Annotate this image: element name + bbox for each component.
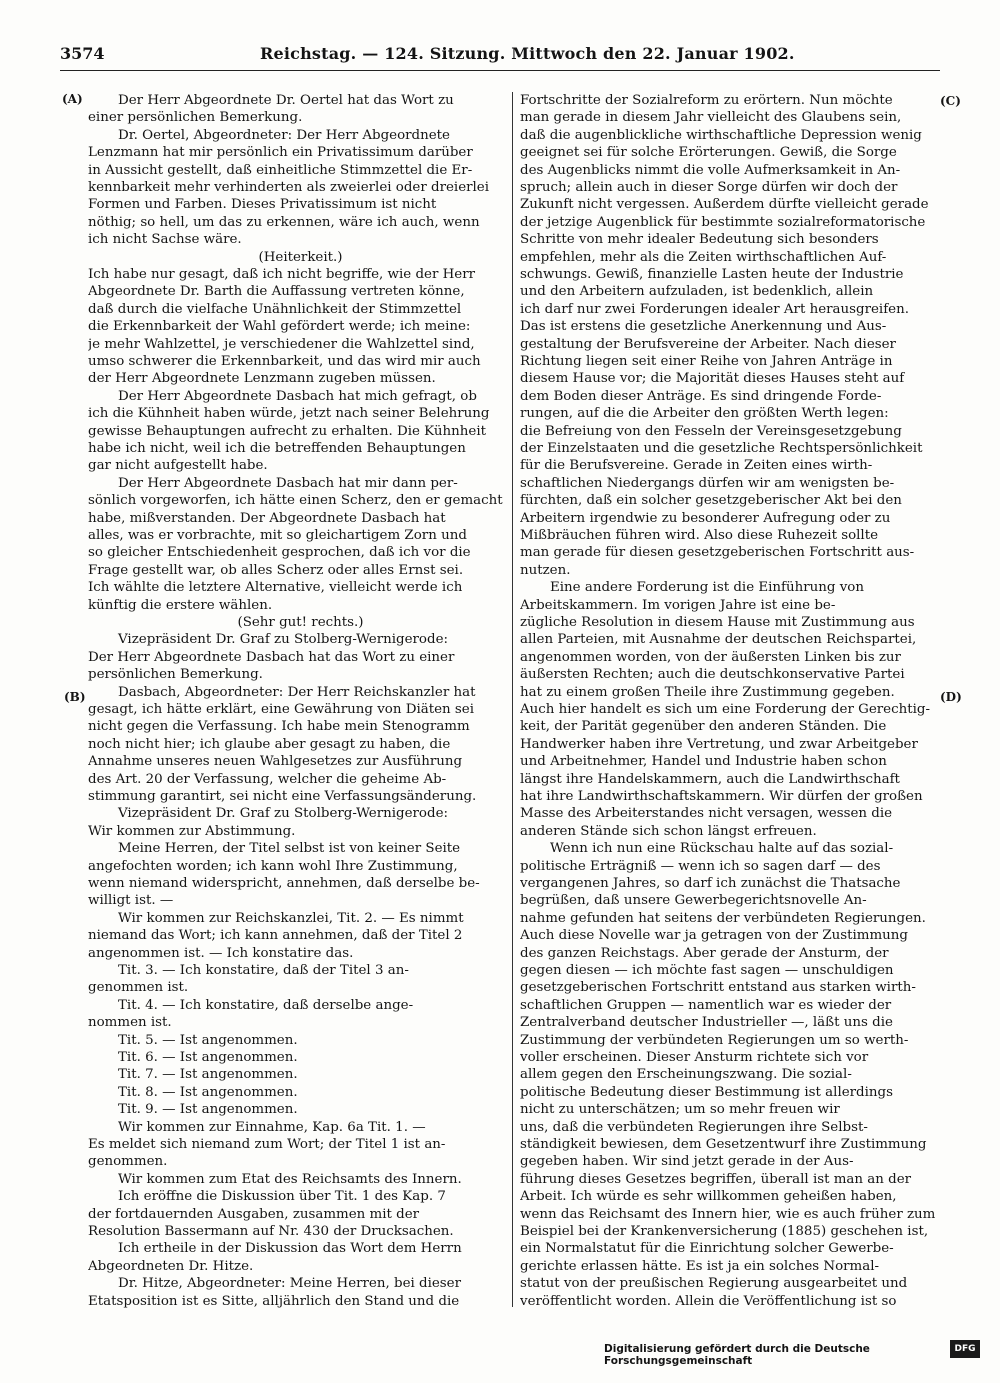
text-line: Meine Herren, der Titel selbst ist von keiner Seite xyxy=(118,841,461,857)
text-line: je mehr Wahlzettel, je verschiedener die Wahlzettel sind, xyxy=(88,336,475,352)
text-line: Masse des Arbeiterstandes nicht versagen, wessen die xyxy=(520,806,893,822)
text-line: gerichte erlassen hätte. Es ist ja ein solches Normal- xyxy=(520,1258,880,1274)
text-line: daß durch die vielfache Unähnlichkeit der Stimmzettel xyxy=(88,301,462,317)
text-line: die Befreiung von den Fesseln der Vereinsgesetzgebung xyxy=(520,423,902,439)
text-line: einer persönlichen Bemerkung. xyxy=(88,110,303,126)
text-line: so gleicher Entschiedenheit gesprochen, daß ich vor die xyxy=(88,545,471,561)
text-line: Der Herr Abgeordnete Dasbach hat das Wort zu einer xyxy=(88,649,455,665)
digitization-credit: Digitalisierung gefördert durch die Deutsche Forschungsgemeinschaft xyxy=(604,1343,870,1367)
text-line: umso schwerer die Erkennbarkeit, und das wird mir auch xyxy=(88,354,481,369)
text-line: politische Bedeutung dieser Bestimmung ist allerdings xyxy=(520,1084,893,1100)
text-line: stimmung garantirt, sei nicht eine Verfassungsänderung. xyxy=(88,789,477,804)
text-line: rungen, auf die die Arbeiter den größten Werth legen: xyxy=(520,406,889,422)
text-line: angenommen ist. — Ich konstatire das. xyxy=(88,945,354,961)
text-line: der Herr Abgeordnete Lenzmann zugeben müssen. xyxy=(88,371,436,387)
text-line: ich die Kühnheit haben würde, jetzt nach seiner Belehrung xyxy=(88,406,490,422)
text-line: gesetzgeberischen Fortschritt entstand aus starken wirth- xyxy=(520,980,916,996)
text-line: angefochten worden; ich kann wohl Ihre Zustimmung, xyxy=(88,858,458,874)
text-line: Dr. Oertel, Abgeordneter: Der Herr Abgeordnete xyxy=(118,127,450,143)
text-line: in Aussicht gestellt, daß einheitliche Stimmzettel die Er- xyxy=(88,162,473,178)
text-line: ich darf nur zwei Forderungen idealer Art herausgreifen. xyxy=(520,301,909,317)
text-line: Der Herr Abgeordnete Dr. Oertel hat das Wort zu xyxy=(118,93,454,108)
text-line: Wenn ich nun eine Rückschau halte auf das sozial- xyxy=(550,841,894,857)
text-line: und Arbeitnehmer, Handel und Industrie haben schon xyxy=(520,754,887,770)
text-line: Vizepräsident Dr. Graf zu Stolberg-Wernigerode: xyxy=(118,806,449,822)
text-line: führung dieses Gesetzes begriffen, überall ist man an der xyxy=(520,1171,912,1187)
text-line: Tit. 7. — Ist angenommen. xyxy=(118,1067,298,1083)
text-line: (Heiterkeit.) xyxy=(258,249,343,265)
text-line: willigt ist. — xyxy=(88,893,174,909)
text-line: Annahme unseres neuen Wahlgesetzes zur Ausführung xyxy=(88,754,463,770)
text-line: Arbeit. Ich würde es sehr willkommen geheißen haben, xyxy=(520,1189,897,1205)
text-line: schaftlichen Niedergangs dürfen wir am wenigsten be- xyxy=(520,475,895,491)
text-line: (Sehr gut! rechts.) xyxy=(237,615,364,630)
text-line: längst ihre Handelskammern, auch die Landwirthschaft xyxy=(520,771,900,787)
text-line: sönlich vorgeworfen, ich hätte einen Scherz, den er gemacht xyxy=(88,493,503,509)
text-line: vergangenen Jahres, so darf ich zunächst die Thatsache xyxy=(520,876,901,891)
text-line: nicht gegen die Verfassung. Ich habe mein Stenogramm xyxy=(88,719,470,735)
text-line: schwungs. Gewiß, finanzielle Lasten heute der Industrie xyxy=(520,267,904,282)
text-line: Beispiel bei der Krankenversicherung (1885) geschehen ist, xyxy=(520,1224,929,1239)
text-line: zügliche Resolution in diesem Hause mit Zustimmung aus xyxy=(520,615,915,630)
page-number: 3574 xyxy=(60,44,105,63)
text-line: Ich habe nur gesagt, daß ich nicht begriffe, wie der Herr xyxy=(88,267,476,282)
text-line: habe ich nicht, weil ich die betreffenden Behauptungen xyxy=(88,441,466,456)
text-line: Tit. 5. — Ist angenommen. xyxy=(118,1032,298,1048)
text-line: empfehlen, mehr als die Zeiten wirthschaftlichen Auf- xyxy=(520,249,887,265)
text-line: veröffentlicht worden. Allein die Veröffentlichung ist so xyxy=(520,1293,897,1309)
text-line: der Einzelstaaten und die gesetzliche Rechtspersönlichkeit xyxy=(520,441,923,456)
text-line: allen Parteien, mit Ausnahme der deutschen Reichspartei, xyxy=(520,632,917,648)
text-line: Auch hier handelt es sich um eine Forderung der Gerechtig- xyxy=(520,702,930,717)
text-line: allem gegen den Erscheinungszwang. Die sozial- xyxy=(520,1067,852,1083)
text-line: Handwerker haben ihre Vertretung, und zwar Arbeitgeber xyxy=(520,736,918,752)
running-head-title: Reichstag. — 124. Sitzung. Mittwoch den 22. Januar 1902. xyxy=(260,44,795,63)
margin-marker-a: (A) xyxy=(62,92,83,106)
text-line: gegen diesen — ich möchte fast sagen — unschuldigen xyxy=(520,963,894,978)
dfg-logo: DFG xyxy=(950,1340,980,1358)
text-line: noch nicht hier; ich glaube aber gesagt zu haben, die xyxy=(88,736,451,752)
text-line: nommen ist. xyxy=(88,1015,172,1031)
text-line: gegeben haben. Wir sind jetzt gerade in der Aus- xyxy=(520,1154,854,1170)
text-line: genommen. xyxy=(88,1154,168,1170)
text-line: diesem Hause vor; die Majorität dieses Hauses steht auf xyxy=(520,371,905,387)
text-line: schaftlichen Gruppen — namentlich war es wieder der xyxy=(520,997,892,1013)
text-line: Arbeitern irgendwie zu besonderer Aufregung oder zu xyxy=(520,510,891,526)
running-header xyxy=(60,44,940,71)
text-line: Arbeitskammern. Im vorigen Jahre ist eine be- xyxy=(520,597,836,613)
margin-marker-d: (D) xyxy=(940,690,962,704)
text-line: wenn niemand widerspricht, annehmen, daß derselbe be- xyxy=(88,876,480,891)
text-line: keit, der Parität gegenüber den anderen Ständen. Die xyxy=(520,719,887,735)
text-line: dem Boden dieser Anträge. Es sind dringende Forde- xyxy=(520,388,882,404)
text-line: gewisse Behauptungen aufrecht zu erhalten. Die Kühnheit xyxy=(88,423,486,439)
text-line: spruch; allein auch in dieser Sorge dürfen wir doch der xyxy=(520,180,898,195)
text-line: Das ist erstens die gesetzliche Anerkennung und Aus- xyxy=(520,319,887,335)
text-line: äußersten Rechten; auch die deutschkonservative Partei xyxy=(520,667,905,683)
text-line: politische Erträgniß — wenn ich so sagen darf — des xyxy=(520,858,881,874)
text-line: Auch diese Novelle war ja getragen von der Zustimmung xyxy=(520,928,908,944)
text-line: Der Herr Abgeordnete Dasbach hat mir dann per- xyxy=(118,475,458,491)
text-line: Mißbräuchen führen wird. Also diese Ruhezeit sollte xyxy=(520,528,879,543)
text-line: ein Normalstatut für die Einrichtung solcher Gewerbe- xyxy=(520,1241,894,1257)
text-line: Abgeordneten Dr. Hitze. xyxy=(88,1258,254,1274)
text-line: Frage gestellt war, ob alles Scherz oder alles Ernst sei. xyxy=(88,562,464,578)
text-line: Vizepräsident Dr. Graf zu Stolberg-Wernigerode: xyxy=(118,632,449,648)
text-line: Ich ertheile in der Diskussion das Wort dem Herrn xyxy=(118,1241,462,1257)
text-line: ich nicht Sachse wäre. xyxy=(88,232,242,248)
text-line: des Augenblicks nimmt die volle Aufmerksamkeit in An- xyxy=(520,162,901,178)
text-line: und den Arbeitern aufzuladen, ist bedenklich, allein xyxy=(520,284,874,300)
text-line: gesagt, ich hätte erklärt, eine Gewährung von Diäten sei xyxy=(88,702,474,717)
text-line: daß die augenblickliche wirthschaftliche Depression wenig xyxy=(520,127,922,143)
text-line: Ich wählte die letztere Alternative, vielleicht werde ich xyxy=(88,580,463,596)
text-line: Etatsposition ist es Sitte, alljährlich den Stand und die xyxy=(88,1293,460,1309)
text-line: Ich eröffne die Diskussion über Tit. 1 des Kap. 7 xyxy=(118,1189,446,1205)
text-line: persönlichen Bemerkung. xyxy=(88,667,263,683)
text-line: künftig die erstere wählen. xyxy=(88,597,273,613)
text-line: Der Herr Abgeordnete Dasbach hat mich gefragt, ob xyxy=(118,388,477,404)
text-line: der jetzige Augenblick für bestimmte sozialreformatorische xyxy=(520,214,926,230)
text-line: Zustimmung der verbündeten Regierungen um so werth- xyxy=(520,1032,909,1048)
text-line: geeignet sei für solche Erörterungen. Gewiß, die Sorge xyxy=(520,145,897,161)
text-line: wenn das Reichsamt des Innern hier, wie es auch früher zum xyxy=(520,1206,936,1222)
text-line: hat ihre Landwirthschaftskammern. Wir dürfen der großen xyxy=(520,789,923,804)
text-line: kennbarkeit mehr verhinderten als zweierlei oder dreierlei xyxy=(88,180,490,195)
text-line: des ganzen Reichstags. Aber gerade der Ansturm, der xyxy=(520,945,889,961)
text-line: man gerade in diesem Jahr vielleicht des Glaubens sein, xyxy=(520,110,902,126)
text-line: Dasbach, Abgeordneter: Der Herr Reichskanzler hat xyxy=(118,684,476,700)
text-line: Resolution Bassermann auf Nr. 430 der Drucksachen. xyxy=(88,1224,454,1239)
text-line: gestaltung der Berufsvereine der Arbeiter. Nach dieser xyxy=(520,336,896,352)
text-line: nahme gefunden hat seitens der verbündeten Regierungen. xyxy=(520,910,926,926)
text-line: nicht zu unterschätzen; um so mehr freuen wir xyxy=(520,1102,840,1118)
text-line: Dr. Hitze, Abgeordneter: Meine Herren, bei dieser xyxy=(118,1276,462,1292)
text-line: Zentralverband deutscher Industrieller —, läßt uns die xyxy=(520,1015,893,1031)
text-line: Tit. 8. — Ist angenommen. xyxy=(118,1084,298,1100)
text-line: der fortdauernden Ausgaben, zusammen mit der xyxy=(88,1206,420,1222)
text-line: Wir kommen zur Einnahme, Kap. 6a Tit. 1. — xyxy=(118,1119,426,1135)
text-line: nutzen. xyxy=(520,562,571,578)
column-divider xyxy=(512,92,513,1307)
text-line: gar nicht aufgestellt habe. xyxy=(88,458,268,474)
text-line: habe, mißverstanden. Der Abgeordnete Dasbach hat xyxy=(88,510,446,526)
text-line: Es meldet sich niemand zum Wort; der Titel 1 ist an- xyxy=(88,1137,446,1152)
text-line: genommen ist. xyxy=(88,980,189,996)
margin-marker-b: (B) xyxy=(64,690,86,704)
text-line: niemand das Wort; ich kann annehmen, daß der Titel 2 xyxy=(88,928,463,944)
text-line: des Art. 20 der Verfassung, welcher die geheime Ab- xyxy=(88,771,447,787)
text-line: ständigkeit bewiesen, dem Gesetzentwurf ihre Zustimmung xyxy=(520,1137,927,1152)
text-line: Zukunft nicht vergessen. Außerdem dürfte vielleicht gerade xyxy=(520,197,929,213)
text-line: begrüßen, daß unsere Gewerbegerichtsnovelle An- xyxy=(520,893,867,909)
text-line: Tit. 3. — Ich konstatire, daß der Titel 3 an- xyxy=(118,963,409,978)
text-line: man gerade für diesen gesetzgeberischen Fortschritt aus- xyxy=(520,545,915,561)
text-line: Tit. 6. — Ist angenommen. xyxy=(118,1050,298,1065)
text-line: statut von der preußischen Regierung ausgearbeitet und xyxy=(520,1276,908,1292)
text-line: alles, was er vorbrachte, mit so gleichartigem Zorn und xyxy=(88,528,467,543)
text-line: angenommen worden, von der äußersten Linken bis zur xyxy=(520,649,901,665)
text-line: Tit. 4. — Ich konstatire, daß derselbe ange- xyxy=(118,997,414,1013)
text-line: Eine andere Forderung ist die Einführung von xyxy=(550,580,864,596)
text-line: Abgeordnete Dr. Barth die Auffassung vertreten könne, xyxy=(88,284,465,300)
text-line: anderen Stände sich schon längst erfreuen. xyxy=(520,823,817,839)
text-line: nöthig; so hell, um das zu erkennen, wäre ich auch, wenn xyxy=(88,214,480,230)
text-line: die Erkennbarkeit der Wahl gefördert werde; ich meine: xyxy=(88,319,471,335)
text-line: Wir kommen zur Reichskanzlei, Tit. 2. — Es nimmt xyxy=(118,910,464,926)
text-line: Wir kommen zum Etat des Reichsamts des Innern. xyxy=(118,1171,462,1187)
text-line: Fortschritte der Sozialreform zu erörtern. Nun möchte xyxy=(520,93,893,108)
text-line: Richtung liegen seit einer Reihe von Jahren Anträge in xyxy=(520,354,893,369)
text-line: fürchten, daß ein solcher gesetzgeberischer Akt bei den xyxy=(520,493,902,509)
margin-marker-c: (C) xyxy=(940,94,961,108)
text-line: uns, daß die verbündeten Regierungen ihre Selbst- xyxy=(520,1119,868,1135)
text-line: Formen und Farben. Dieses Privatissimum ist nicht xyxy=(88,197,437,213)
text-line: Schritte von mehr idealer Bedeutung sich besonders xyxy=(520,232,879,248)
text-line: für die Berufsvereine. Gerade in Zeiten eines wirth- xyxy=(520,458,873,474)
text-line: Wir kommen zur Abstimmung. xyxy=(88,823,296,839)
text-line: hat zu einem großen Theile ihre Zustimmung gegeben. xyxy=(520,684,895,700)
text-line: Lenzmann hat mir persönlich ein Privatissimum darüber xyxy=(88,145,473,161)
text-line: voller erscheinen. Dieser Ansturm richtete sich vor xyxy=(520,1050,869,1065)
text-line: Tit. 9. — Ist angenommen. xyxy=(118,1102,298,1118)
